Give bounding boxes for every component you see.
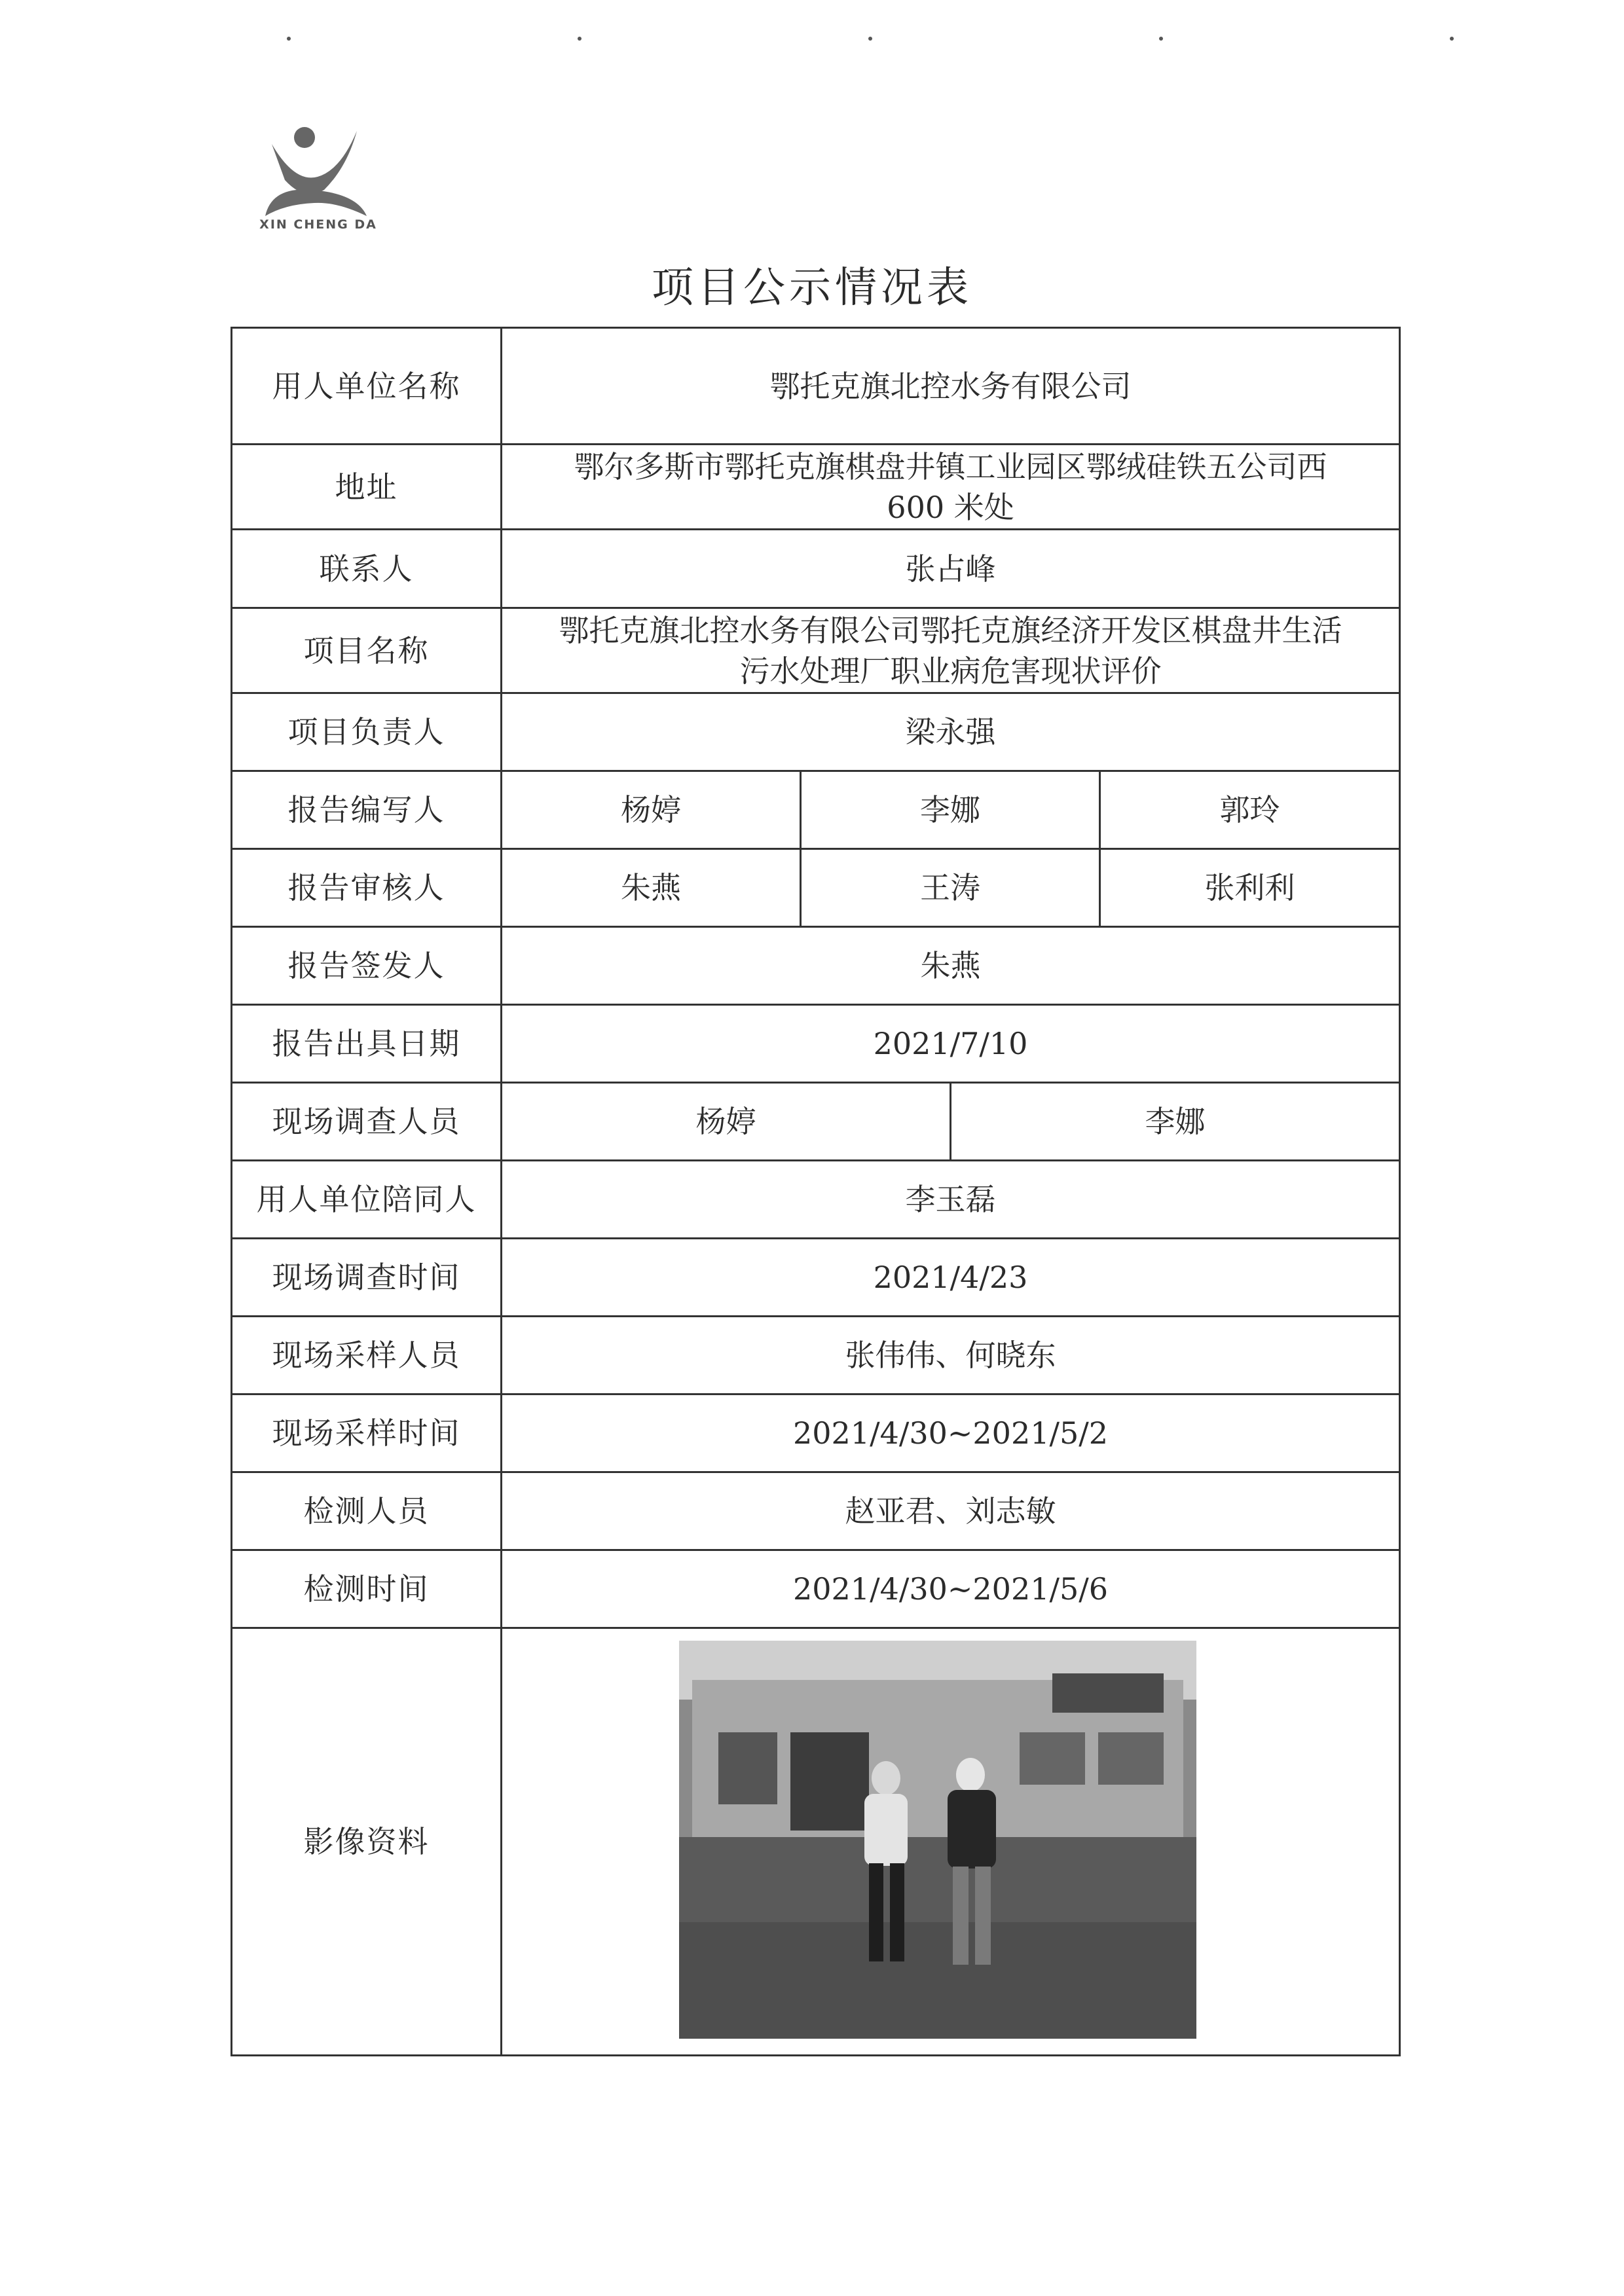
- table-row: [232, 1394, 1400, 1472]
- project-disclosure-table: [231, 327, 1401, 2056]
- row-label: 现场采样时间: [232, 1394, 502, 1472]
- sampling-time-value: 2021/4/30~2021/5/2: [502, 1394, 1400, 1472]
- table-row: [232, 530, 1400, 608]
- logo-text: XIN CHENG DA: [259, 217, 377, 232]
- project-name-line-2: 污水处理厂职业病危害现状评价: [739, 653, 1162, 689]
- image-cell: [502, 1628, 1400, 2056]
- table-row: [232, 1317, 1400, 1394]
- table-row: [232, 328, 1400, 445]
- table-row: [232, 1005, 1400, 1083]
- row-label: 现场调查人员: [232, 1083, 502, 1161]
- table-row: [232, 1083, 1400, 1161]
- address-line-2: 600 米处: [887, 489, 1014, 525]
- project-name-line-1: 鄂托克旗北控水务有限公司鄂托克旗经济开发区棋盘井生活: [559, 612, 1342, 648]
- report-reviewer: 张利利: [1100, 849, 1400, 927]
- project-leader-value: 梁永强: [502, 693, 1400, 771]
- row-label: 报告出具日期: [232, 1005, 502, 1083]
- project-name-value: [502, 608, 1400, 693]
- report-writer: 郭玲: [1100, 771, 1400, 849]
- testing-time-value: 2021/4/30~2021/5/6: [502, 1550, 1400, 1628]
- report-reviewer: 朱燕: [502, 849, 801, 927]
- table-row: [232, 445, 1400, 530]
- employer-name-value: 鄂托克旗北控水务有限公司: [502, 328, 1400, 445]
- row-label: 检测人员: [232, 1472, 502, 1550]
- table-row: [232, 849, 1400, 927]
- row-label: 报告审核人: [232, 849, 502, 927]
- report-reviewer: 王涛: [801, 849, 1100, 927]
- table-row: [232, 693, 1400, 771]
- table-row: [232, 1550, 1400, 1628]
- table-row: [232, 1239, 1400, 1317]
- scan-dots: [0, 37, 1624, 50]
- page-title: 项目公示情况表: [652, 264, 972, 312]
- address-line-1: 鄂尔多斯市鄂托克旗棋盘井镇工业园区鄂绒硅铁五公司西: [574, 448, 1327, 484]
- table-row: [232, 1628, 1400, 2056]
- row-label: 项目名称: [232, 608, 502, 693]
- table-row: [232, 1161, 1400, 1239]
- row-label: 现场采样人员: [232, 1317, 502, 1394]
- table-row: [232, 771, 1400, 849]
- row-label: 地址: [232, 445, 502, 530]
- sampling-staff-value: 张伟伟、何晓东: [502, 1317, 1400, 1394]
- table-row: [232, 927, 1400, 1005]
- row-label: 联系人: [232, 530, 502, 608]
- site-photo: [679, 1641, 1196, 2039]
- row-label: 报告签发人: [232, 927, 502, 1005]
- address-value: [502, 445, 1400, 530]
- contact-value: 张占峰: [502, 530, 1400, 608]
- row-label: 用人单位陪同人: [232, 1161, 502, 1239]
- survey-time-value: 2021/4/23: [502, 1239, 1400, 1317]
- row-label: 现场调查时间: [232, 1239, 502, 1317]
- report-writer: 杨婷: [502, 771, 801, 849]
- report-issuer-value: 朱燕: [502, 927, 1400, 1005]
- employer-escort-value: 李玉磊: [502, 1161, 1400, 1239]
- row-label: 用人单位名称: [232, 328, 502, 445]
- row-label: 项目负责人: [232, 693, 502, 771]
- testing-staff-value: 赵亚君、刘志敏: [502, 1472, 1400, 1550]
- row-label: 报告编写人: [232, 771, 502, 849]
- row-label: 检测时间: [232, 1550, 502, 1628]
- survey-staff: 杨婷: [502, 1083, 951, 1161]
- row-label: 影像资料: [232, 1628, 502, 2056]
- table-row: [232, 608, 1400, 693]
- report-date-value: 2021/7/10: [502, 1005, 1400, 1083]
- table-row: [232, 1472, 1400, 1550]
- report-writer: 李娜: [801, 771, 1100, 849]
- survey-staff: 李娜: [951, 1083, 1400, 1161]
